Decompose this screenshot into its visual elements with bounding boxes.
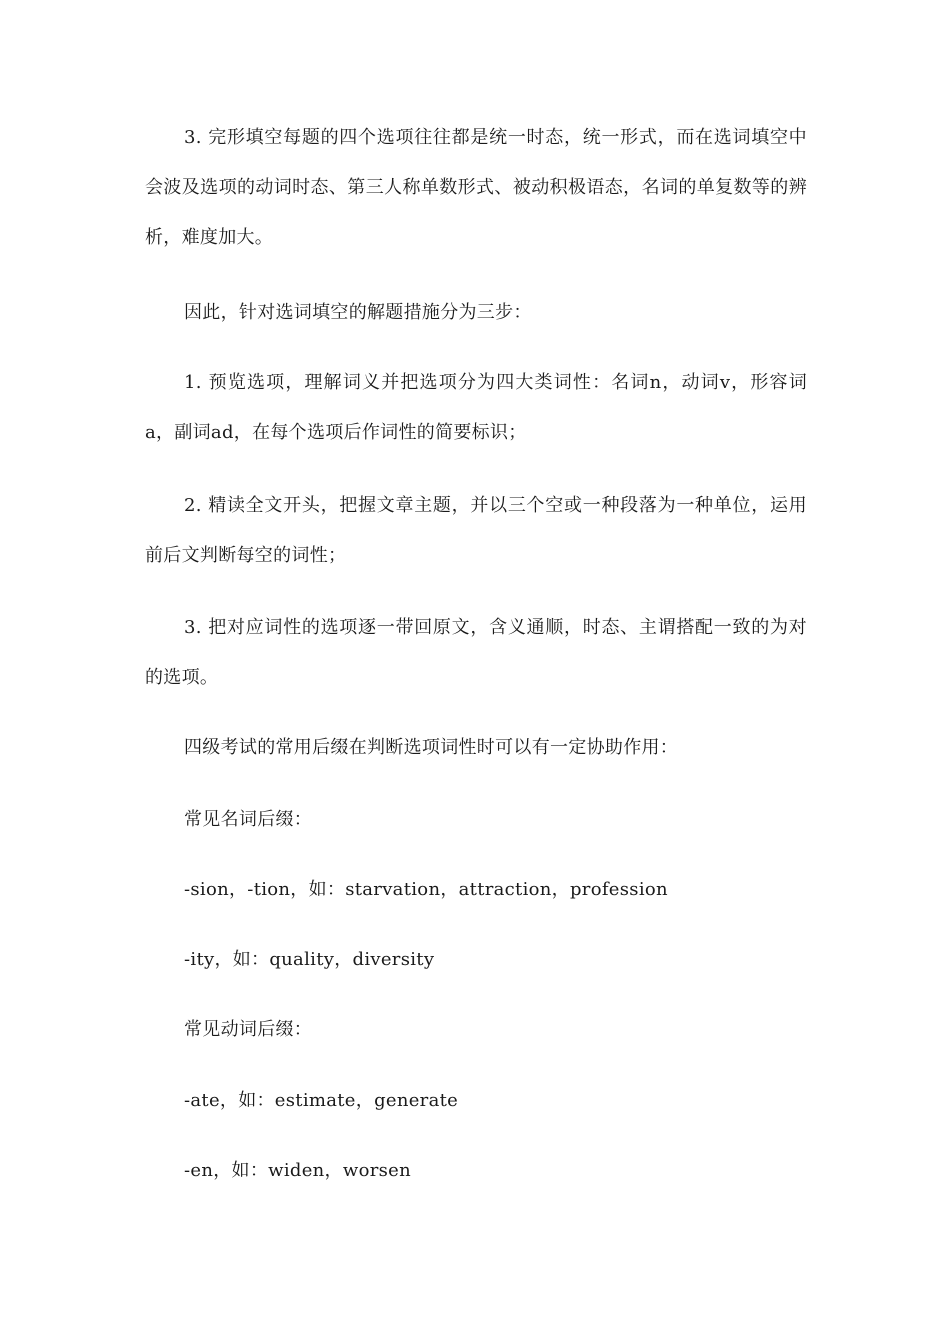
heading-verb-suffixes: 常见动词后缀： xyxy=(184,1019,313,1040)
noun-suffix-ity: -ity，如：quality，diversity xyxy=(184,949,435,970)
paragraph-step-1: 1. 预览选项，理解词义并把选项分为四大类词性：名词n，动词v，形容词a，副词ad，在每个选项后作词性的简要标识； xyxy=(145,372,807,443)
paragraph-method-intro: 因此，针对选词填空的解题措施分为三步： xyxy=(184,302,532,323)
heading-noun-suffixes: 常见名词后缀： xyxy=(184,809,313,830)
paragraph-step-3: 3. 把对应词性的选项逐一带回原文，含义通顺，时态、主谓搭配一致的为对的选项。 xyxy=(145,617,807,688)
paragraph-suffix-intro: 四级考试的常用后缀在判断选项词性时可以有一定协助作用： xyxy=(184,737,679,758)
paragraph-step-2: 2. 精读全文开头，把握文章主题，并以三个空或一种段落为一种单位，运用前后文判断每空的词性； xyxy=(145,495,807,566)
verb-suffix-ate: -ate，如：estimate，generate xyxy=(184,1090,459,1111)
noun-suffix-sion-tion: -sion，-tion，如：starvation，attraction，profession xyxy=(184,879,668,900)
verb-suffix-en: -en，如：widen，worsen xyxy=(184,1160,411,1181)
paragraph-cloze-comparison: 3. 完形填空每题的四个选项往往都是统一时态，统一形式，而在选词填空中会波及选项的动词时态、第三人称单数形式、被动积极语态，名词的单复数等的辨析，难度加大。 xyxy=(145,127,807,248)
